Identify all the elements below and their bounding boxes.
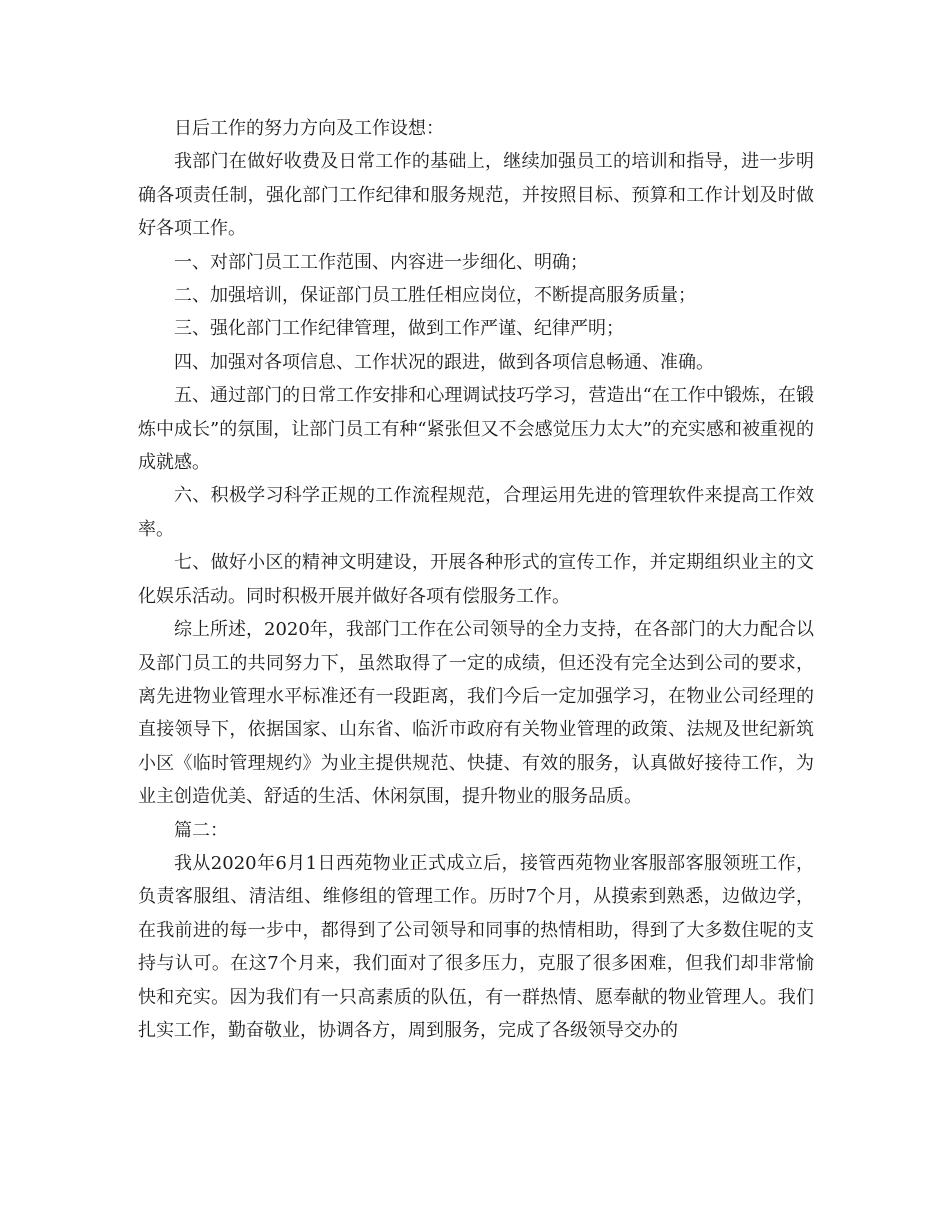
paragraph-heading-future-direction: 日后工作的努力方向及工作设想： xyxy=(174,118,444,139)
paragraph-intro: 我部门在做好收费及日常工作的基础上，继续加强员工的培训和指导，进一步明确各项责任制，强化部门工作纪律和服务规范，并按照目标、预算和工作计划及时做好各项工作。 xyxy=(138,151,814,240)
paragraph-item-7: 七、做好小区的精神文明建设，开展各种形式的宣传工作，并定期组织业主的文化娱乐活动。同时积极开展并做好各项有偿服务工作。 xyxy=(138,552,814,607)
document-body xyxy=(138,112,814,1047)
paragraph-item-6: 六、积极学习科学正规的工作流程规范，合理运用先进的管理软件来提高工作效率。 xyxy=(138,485,814,540)
paragraph-summary: 综上所述，2020年，我部门工作在公司领导的全力支持，在各部门的大力配合以及部门员工的共同努力下，虽然取得了一定的成绩，但还没有完全达到公司的要求，离先进物业管理水平标准还有一段距离，我们今后一定加强学习，在物业公司经理的直接领导下，依据国家、山东省、临沂市政府有关物业管理的政策、法规及世纪新筑小区《临时管理规约》为业主提供规范、快捷、有效的服务，认真做好接待工作，为业主创造优美、舒适的生活、休闲氛围，提升物业的服务品质。 xyxy=(138,619,814,808)
paragraph-item-4: 四、加强对各项信息、工作状况的跟进，做到各项信息畅通、准确。 xyxy=(174,351,714,373)
paragraph-section-2-body: 我从2020年6月1日西苑物业正式成立后，接管西苑物业客服部客服领班工作，负责客服组、清洁组、维修组的管理工作。历时7个月，从摸索到熟悉，边做边学，在我前进的每一步中，都得到了公司领导和同事的热情相助，得到了大多数住呢的支持与认可。在这7个月来，我们面对了很多压力，克服了很多困难，但我们却非常愉快和充实。因为我们有一只高素质的队伍，有一群热情、愿奉献的物业管理人。我们扎实工作，勤奋敬业，协调各方，周到服务，完成了各级领导交办的 xyxy=(138,852,814,1041)
paragraph-section-2-heading: 篇二： xyxy=(174,819,228,841)
paragraph-item-2: 二、加强培训，保证部门员工胜任相应岗位，不断提高服务质量； xyxy=(174,285,696,307)
paragraph-item-3: 三、强化部门工作纪律管理，做到工作严谨、纪律严明； xyxy=(174,318,624,340)
paragraph-item-5: 五、通过部门的日常工作安排和心理调试技巧学习，营造出“在工作中锻炼，在锻炼中成长”的氛围，让部门员工有种“紧张但又不会感觉压力太大”的充实感和被重视的成就感。 xyxy=(138,385,814,474)
paragraph-item-1: 一、对部门员工工作范围、内容进一步细化、明确； xyxy=(174,251,588,273)
